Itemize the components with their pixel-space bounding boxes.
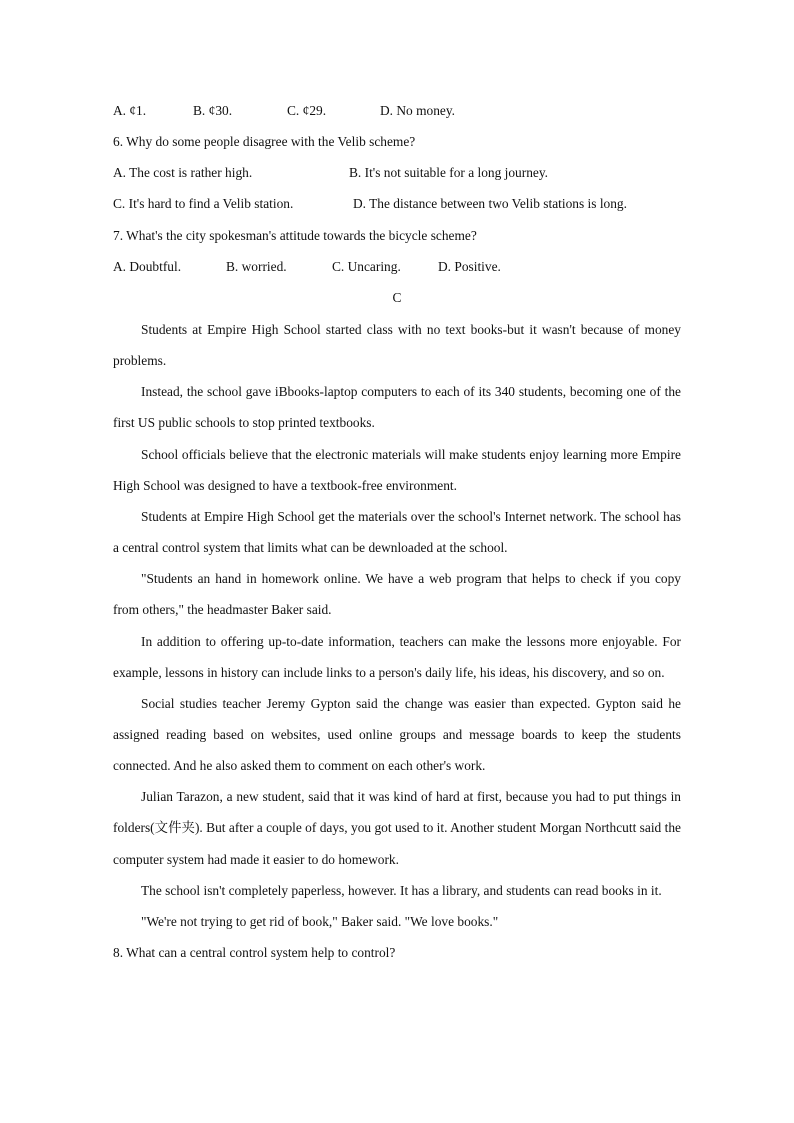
section-label: C: [392, 289, 402, 305]
q7-option-c: C. Uncaring.: [332, 258, 401, 274]
q6-option-c: C. It's hard to find a Velib station.: [113, 196, 294, 212]
passage-paragraph: Students at Empire High School get the materials over the school's Internet network. The school has a central control system that limits what can be dewnloaded at the school.: [113, 508, 681, 556]
q7-option-d: D. Positive.: [438, 258, 501, 274]
q7-option-b: B. worried.: [226, 258, 287, 274]
q7-option-a: A. Doubtful.: [113, 258, 182, 274]
passage-paragraph: Students at Empire High School started class with no text books-but it wasn't because of money problems.: [113, 321, 681, 369]
exam-page: [113, 100, 681, 972]
q6-option-a: A. The cost is rather high.: [113, 165, 253, 181]
passage-paragraph: The school isn't completely paperless, however. It has a library, and students can read books in it.: [141, 882, 662, 898]
passage-paragraph: "Students an hand in homework online. We have a web program that helps to check if you copy from others," the headmaster Baker said.: [113, 571, 681, 618]
passage-paragraph: School officials believe that the electronic materials will make students enjoy learning more Empire High School was designed to have a textbook-free environment.: [113, 446, 681, 493]
q5-options: [113, 100, 681, 131]
q5-option-d: D. No money.: [380, 103, 456, 118]
passage-paragraph: Social studies teacher Jeremy Gypton said the change was easier than expected. Gypton said he assigned reading based on websites, used online groups and message boards to keep the students connected. And he also asked them to comment on each other's work.: [113, 695, 681, 774]
q8-question: 8. What can a central control system help to control?: [113, 945, 396, 961]
q6-options-row-2: [113, 193, 681, 224]
q7-question: 7. What's the city spokesman's attitude towards the bicycle scheme?: [113, 227, 477, 243]
q5-option-a: A. ¢1.: [113, 103, 147, 118]
passage-paragraph: "We're not trying to get rid of book," Baker said. "We love books.": [141, 913, 499, 929]
q6-option-b: B. It's not suitable for a long journey.: [349, 165, 549, 181]
q6-question: 6. Why do some people disagree with the Velib scheme?: [113, 134, 416, 150]
q6-options-row-1: [113, 162, 681, 193]
reading-passage: [113, 314, 681, 968]
q6-option-d: D. The distance between two Velib stations is long.: [353, 196, 627, 212]
q5-option-b: B. ¢30.: [193, 103, 233, 118]
passage-paragraph: In addition to offering up-to-date information, teachers can make the lessons more enjoyable. For example, lessons in history can include links to a person's daily life, his ideas, his discovery, and so on.: [113, 633, 681, 680]
passage-paragraph: Instead, the school gave iBbooks-laptop computers to each of its 340 students, becoming one of the first US public schools to stop printed textbooks.: [113, 384, 681, 431]
q7-options: [113, 256, 681, 287]
q5-option-c: C. ¢29.: [287, 103, 327, 118]
passage-paragraph: Julian Tarazon, a new student, said that it was kind of hard at first, because you had to put things in folders(文件夹). But after a couple of days, you got used to it. Another student Morgan Northcutt said the computer system had made it easier to do homework.: [113, 789, 681, 867]
